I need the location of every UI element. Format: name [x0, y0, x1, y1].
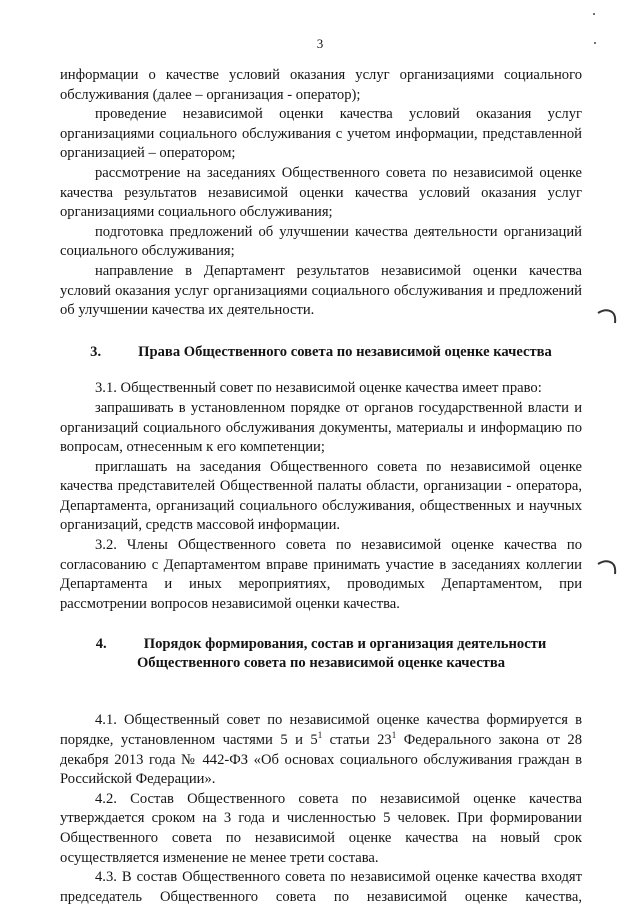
paragraph: 3.1. Общественный совет по независимой оценке качества имеет право:	[95, 380, 542, 397]
section-title: Порядок формирования, состав и организация деятельности	[143, 636, 547, 653]
paragraph: 4.2. Состав Общественного совета по независимой оценке качества утверждается сроком на 3 года и численностью 5 человек. При формировании Общественного совета по независимой оценке качества на новый срок осуществляется изменение не менее трети состава.	[60, 790, 582, 866]
superscript: 1	[317, 730, 323, 741]
text-run: статьи 23	[322, 732, 392, 749]
text-run: Федерального закона от 28 декабря 2013 года № 442-ФЗ «Об основах социального обслуживания граждан в Российской Федерации».	[60, 732, 582, 788]
paragraph: информации о качестве условий оказания услуг организациями социального обслуживания (далее – организация - оператор);	[60, 67, 582, 103]
section-title-line: Общественного совета по независимой оценке качества	[136, 655, 506, 672]
paragraph: направление в Департамент результатов независимой оценки качества условий оказания услуг организациями социального обслуживания и предложений об улучшении качества их деятельности.	[60, 262, 582, 319]
paragraph: подготовка предложений об улучшении качества деятельности организаций социального обслуживания;	[60, 223, 582, 260]
section-number: 4.	[95, 636, 107, 653]
section-title: Права Общественного совета по независимой оценке качества	[138, 343, 552, 360]
section-heading	[60, 343, 582, 363]
paragraph: 4.3. В состав Общественного совета по независимой оценке качества входят председатель Общественного совета по независимой оценке качества,	[60, 869, 582, 905]
paragraph: запрашивать в установленном порядке от органов государственной власти и организаций социального обслуживания документы, материалы и информацию по вопросам, отнесенным к его компетенции;	[60, 399, 582, 456]
document-body	[60, 66, 582, 907]
staple-mark-icon	[596, 558, 618, 576]
paragraph: приглашать на заседания Общественного совета по независимой оценке качества представителей Общественной палаты области, организации - оператора, Департамента, организаций социального обслуживания, общественных и научных организаций, средств массовой информации.	[60, 458, 582, 534]
paragraph	[60, 711, 582, 789]
superscript: 1	[391, 730, 397, 741]
page-number: 3	[316, 36, 324, 51]
staple-mark-icon	[596, 307, 618, 325]
paragraph: рассмотрение на заседаниях Общественного совета по независимой оценке качества результатов независимой оценки качества условий оказания услуг организациями социального обслуживания;	[60, 164, 582, 221]
paragraph: проведение независимой оценки качества условий оказания услуг организациями социального обслуживания с учетом информации, представленной организацией – оператором;	[60, 106, 582, 162]
section-title-line	[60, 635, 582, 654]
section-heading	[60, 635, 582, 673]
scan-speck	[594, 42, 596, 44]
text-run: 4.1. Общественный совет по независимой оценке качества формируется в порядке, установленном частями 5 и 5	[60, 712, 582, 749]
section-number: 3.	[90, 343, 102, 360]
scan-speck	[593, 13, 595, 15]
paragraph: 3.2. Члены Общественного совета по независимой оценке качества по согласованию с Департаментом вправе принимать участие в заседаниях коллегии Департамента и иных мероприятиях, проводимых Департаментом, при рассмотрении вопросов независимой оценки качества.	[60, 537, 582, 612]
